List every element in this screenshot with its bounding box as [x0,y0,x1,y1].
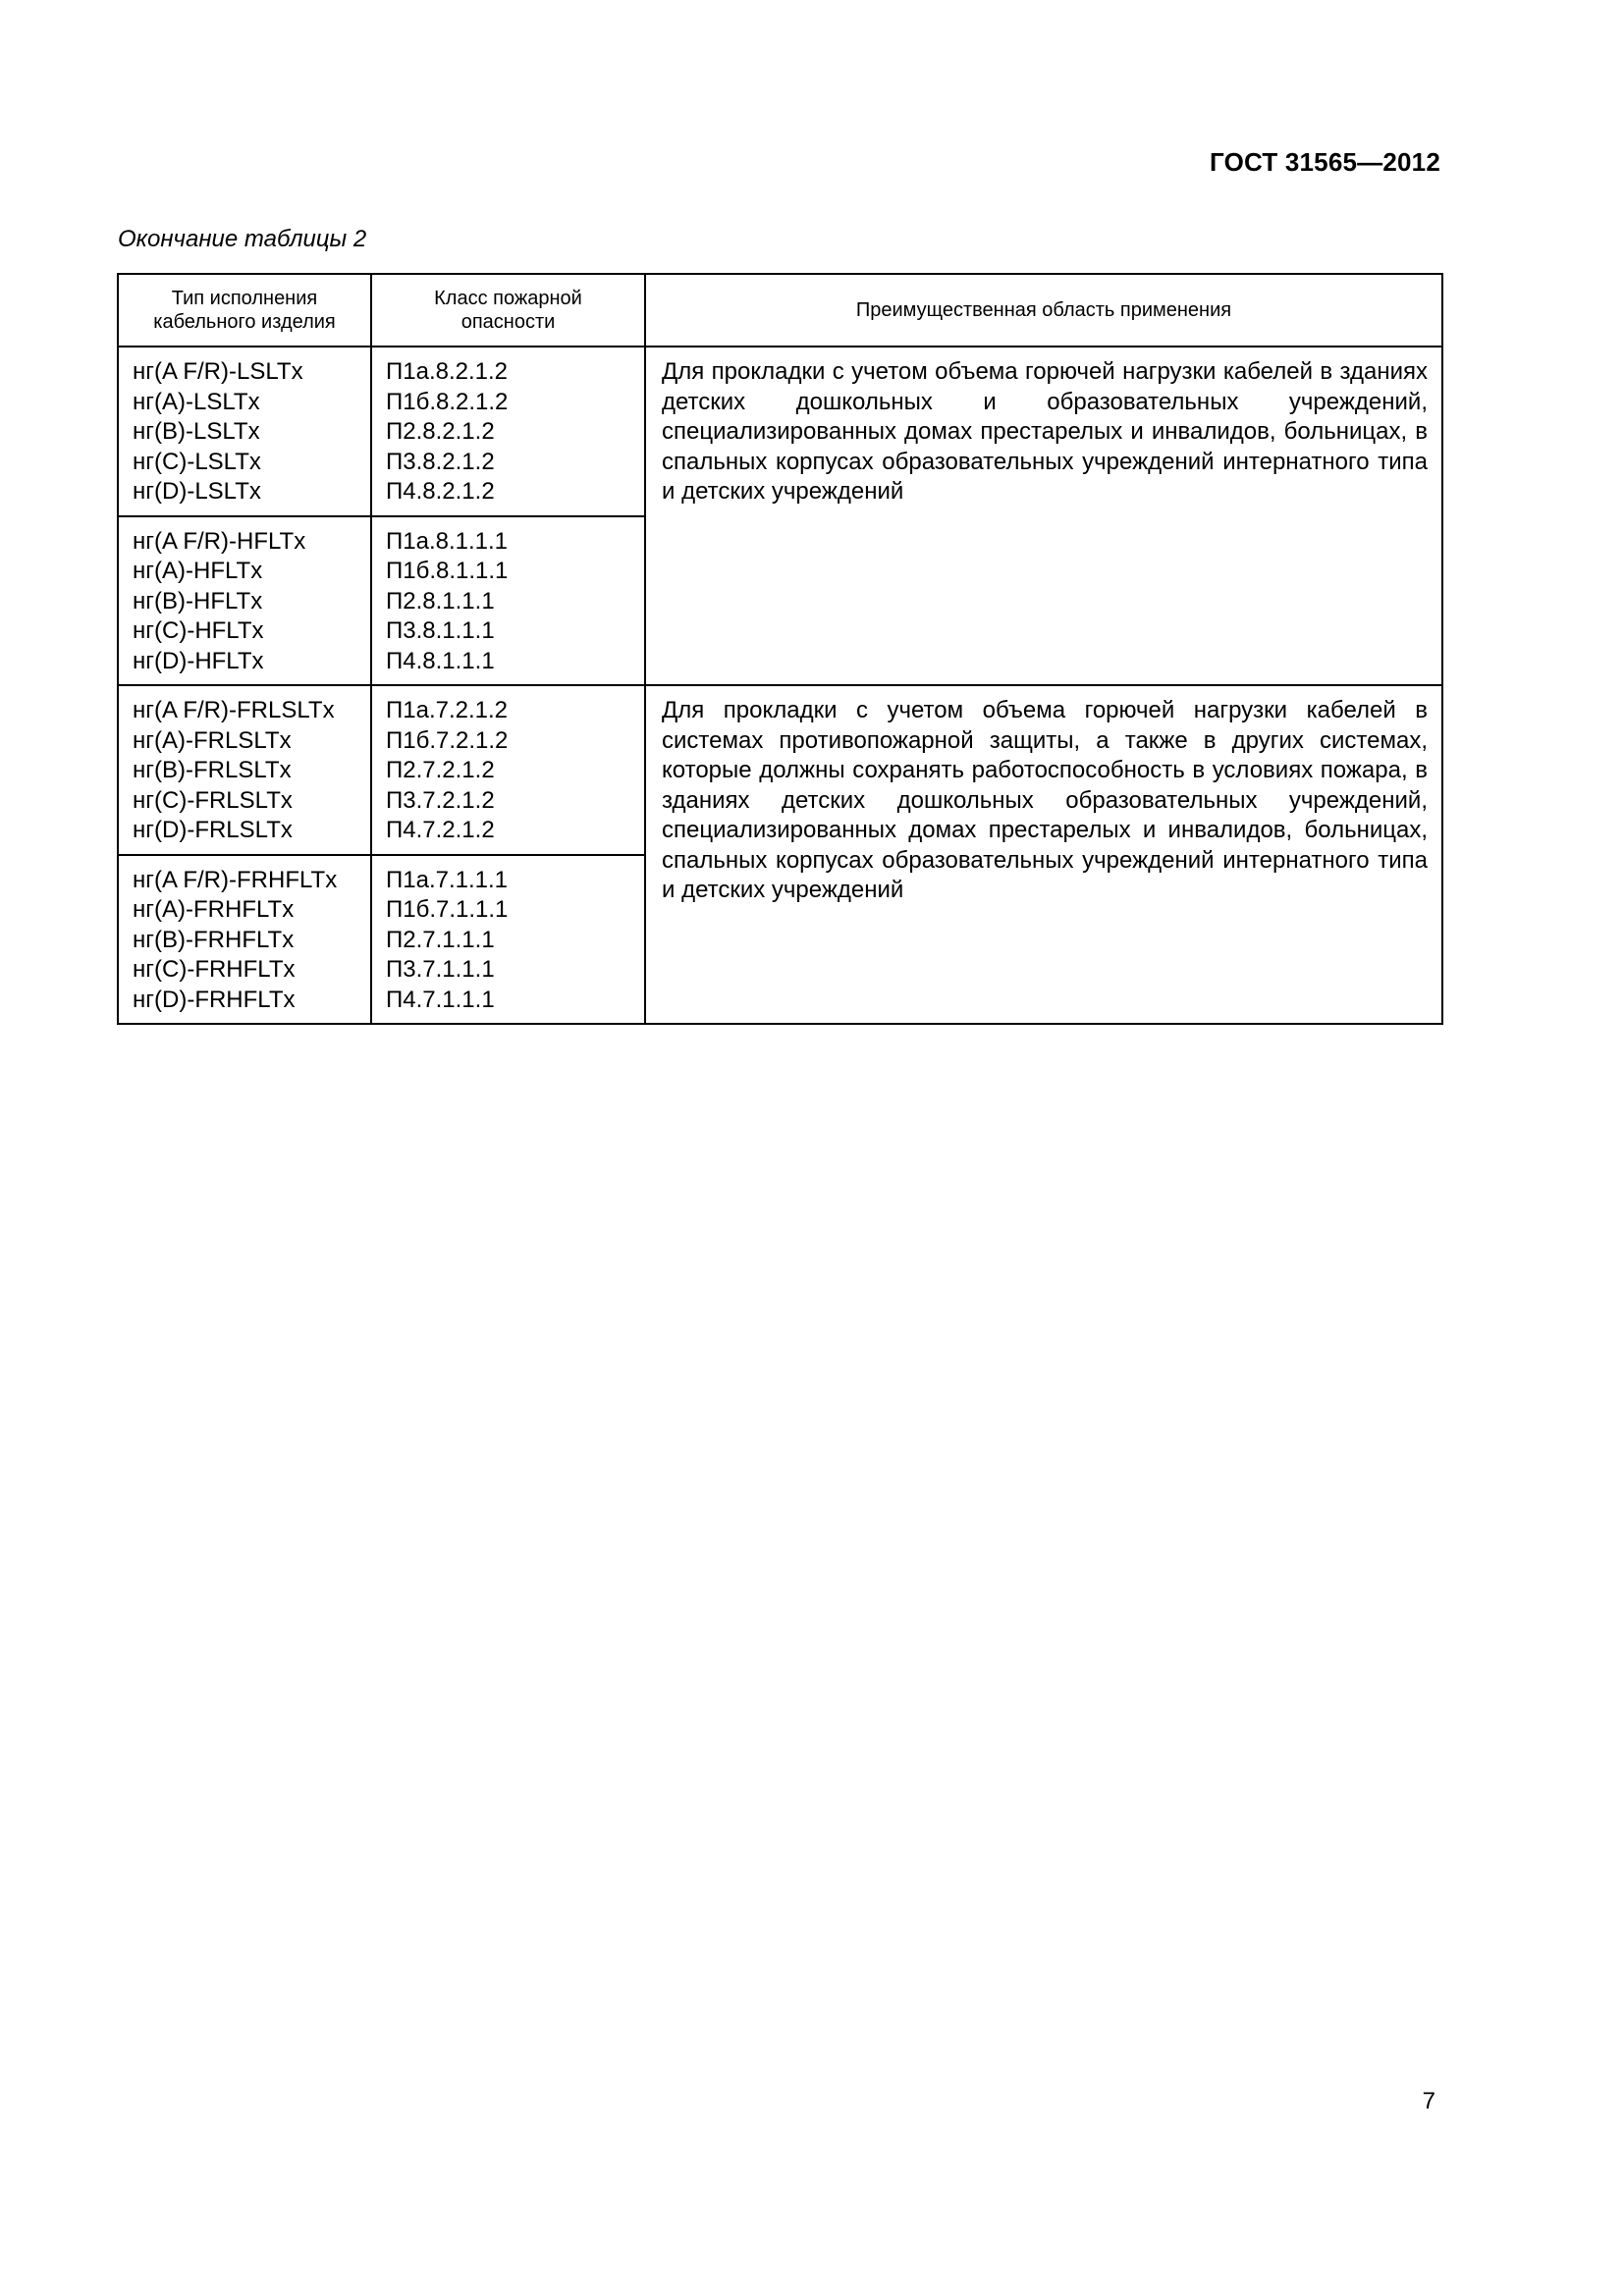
type-cell [118,347,371,516]
fire-class: П2.7.1.1.1 [386,926,495,953]
cable-type: нг(C)-FRHFLTx [133,956,296,983]
type-cell [118,855,371,1025]
class-cell [371,685,645,855]
fire-class: П4.8.2.1.2 [386,478,495,505]
application-description: Для прокладки с учетом объема горючей нагрузки кабелей в системах противопожарной защиты, а также в других системах, которые должны сохранять работоспособность в условиях пожара, в зданиях детских дошкольных образовательных учреждений, специализированных домах престарелых и инвалидов, больницах, спальных корпусах образовательных учреждений интернатного типа и детских учреждений [662,697,1428,903]
class-cell [371,855,645,1025]
fire-class: П2.8.2.1.2 [386,418,495,445]
cable-type: нг(A)-LSLTx [133,388,260,415]
class-cell [371,516,645,686]
cable-type: нг(A F/R)-FRHFLTx [133,866,338,893]
cable-type: нг(C)-LSLTx [133,448,261,475]
type-cell [118,685,371,855]
column-header-application: Преимущественная область применения [645,274,1442,347]
table-row [118,347,1442,516]
fire-class: П3.7.2.1.2 [386,786,495,814]
application-description: Для прокладки с учетом объема горючей нагрузки кабелей в зданиях детских дошкольных и образовательных учреждений, специализированных домах престарелых и инвалидов, больницах, в спальных корпусах образовательных учреждений интернатного типа и детских учреждений [662,358,1428,505]
fire-class: П1а.8.2.1.2 [386,358,509,385]
cable-type: нг(A)-FRLSLTx [133,726,292,754]
fire-class: П3.8.2.1.2 [386,448,495,475]
cable-type: нг(B)-LSLTx [133,418,260,445]
column-header-class: Класс пожарной опасности [371,274,645,347]
column-header-type: Тип исполнения кабельного изделия [118,274,371,347]
fire-class: П1а.7.2.1.2 [386,697,509,723]
fire-class: П3.7.1.1.1 [386,956,495,983]
cable-type: нг(D)-HFLTx [133,647,264,674]
fire-class: П1б.8.1.1.1 [386,558,509,584]
cable-type: нг(D)-FRHFLTx [133,986,296,1013]
application-cell [645,347,1442,685]
cable-type: нг(C)-HFLTx [133,617,264,644]
fire-class: П1а.7.1.1.1 [386,866,509,893]
cable-type: нг(A F/R)-HFLTx [133,527,306,555]
fire-class: П1б.7.1.1.1 [386,896,509,923]
cable-type: нг(A)-FRHFLTx [133,896,295,923]
cable-type: нг(B)-FRHFLTx [133,926,295,953]
fire-class: П3.8.1.1.1 [386,617,495,644]
document-code-header: ГОСТ 31565—2012 [1210,147,1440,177]
fire-class: П4.8.1.1.1 [386,647,495,674]
fire-hazard-table [117,273,1443,1025]
cable-type: нг(B)-HFLTx [133,587,263,614]
fire-class: П1а.8.1.1.1 [386,527,509,555]
fire-class: П1б.7.2.1.2 [386,726,509,754]
fire-class: П4.7.2.1.2 [386,817,495,843]
cable-type: нг(A F/R)-LSLTx [133,358,303,385]
type-cell [118,516,371,686]
cable-type: нг(D)-LSLTx [133,478,261,505]
cable-type: нг(D)-FRLSLTx [133,817,293,843]
fire-class: П2.7.2.1.2 [386,757,495,783]
class-cell [371,347,645,516]
table-caption: Окончание таблицы 2 [118,226,367,252]
application-cell [645,685,1442,1024]
cable-type: нг(C)-FRLSLTx [133,786,293,814]
cable-type: нг(A)-HFLTx [133,558,263,584]
page-number: 7 [1422,2088,1435,2114]
fire-class: П4.7.1.1.1 [386,986,495,1013]
cable-type: нг(B)-FRLSLTx [133,757,292,783]
table-header-row [118,274,1442,347]
fire-class: П2.8.1.1.1 [386,587,495,614]
table-row [118,685,1442,855]
fire-class: П1б.8.2.1.2 [386,388,509,415]
cable-type: нг(A F/R)-FRLSLTx [133,697,335,723]
